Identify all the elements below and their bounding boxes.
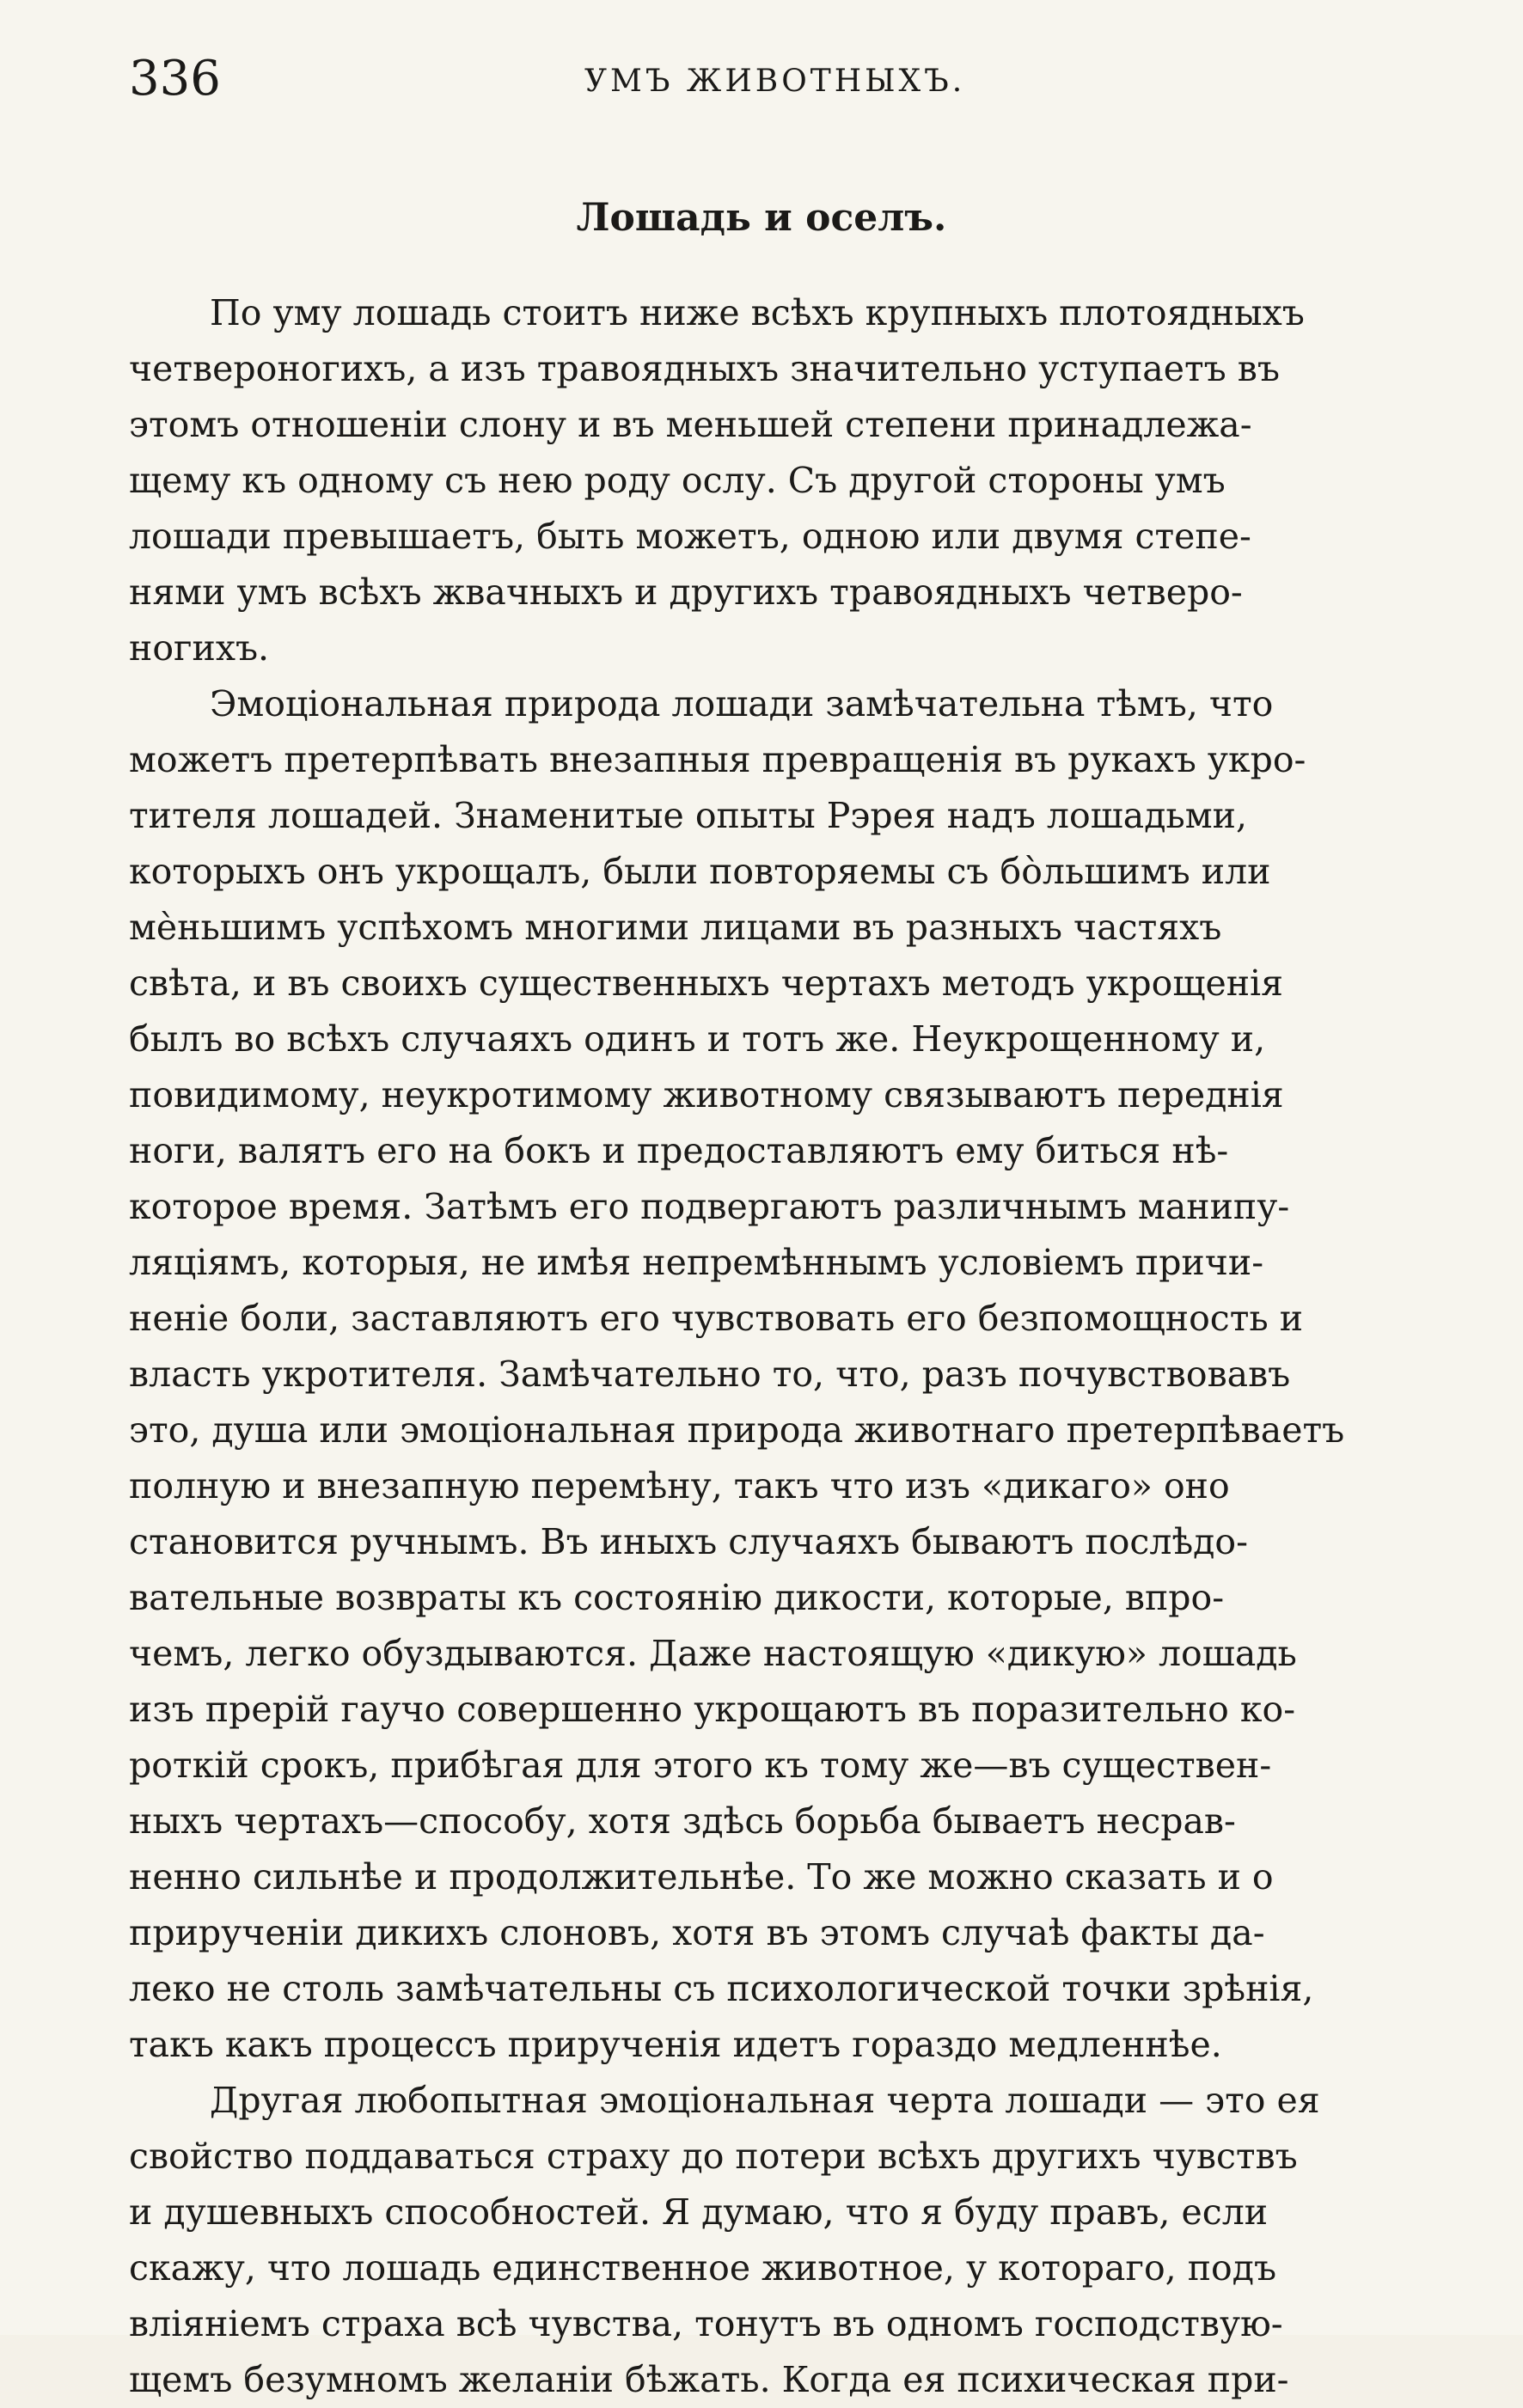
text-line: мѐньшимъ успѣхомъ многими лицами въ разныхъ частяхъ (129, 907, 1222, 948)
text-line: чемъ, легко обуздываются. Даже настоящую «дикую» лошадь (129, 1633, 1297, 1674)
text-line: неніе боли, заставляютъ его чувствовать его безпомощность и (129, 1298, 1304, 1339)
text-line: щему къ одному съ нею роду ослу. Съ другой стороны умъ (129, 460, 1226, 501)
body-text (129, 285, 1453, 2408)
page-number: 336 (129, 51, 221, 107)
text-line: вліяніемъ страха всѣ чувства, тонутъ въ одномъ господствую- (129, 2303, 1283, 2344)
paragraph-2 (129, 676, 1453, 2073)
text-line: власть укротителя. Замѣчательно то, что, разъ почувствовавъ (129, 1354, 1291, 1395)
page-header (129, 45, 1470, 113)
paragraph-3 (129, 2073, 1453, 2408)
section-title: Лошадь и оселъ. (576, 196, 947, 240)
text-line: По уму лошадь стоитъ ниже всѣхъ крупныхъ плотоядныхъ (210, 292, 1305, 333)
running-head: УМЪ ЖИВОТНЫХЪ. (584, 64, 966, 99)
text-line: лошади превышаетъ, быть можетъ, одною или двумя степе- (129, 516, 1251, 557)
text-line: леко не столь замѣчательны съ психологической точки зрѣнія, (129, 1968, 1314, 2009)
text-line: свойство поддаваться страху до потери всѣхъ другихъ чувствъ (129, 2136, 1298, 2177)
text-line: ныхъ чертахъ—способу, хотя здѣсь борьба бываетъ несрав- (129, 1800, 1236, 1842)
text-line: становится ручнымъ. Въ иныхъ случаяхъ бываютъ послѣдо- (129, 1521, 1248, 1562)
text-line: можетъ претерпѣвать внезапныя превращенія въ рукахъ укро- (129, 739, 1306, 780)
text-line: изъ прерій гаучо совершенно укрощаютъ въ поразительно ко- (129, 1689, 1296, 1730)
text-line: ногихъ. (129, 627, 270, 669)
text-line: полную и внезапную перемѣну, такъ что изъ «дикаго» оно (129, 1465, 1230, 1507)
text-line: щемъ безумномъ желаніи бѣжать. Когда ея психическая при- (129, 2359, 1289, 2400)
text-line: тителя лошадей. Знаменитые опыты Рэрея надъ лошадьми, (129, 795, 1248, 836)
text-line: такъ какъ процессъ прирученія идетъ гораздо медленнѣе. (129, 2024, 1222, 2065)
text-line: и душевныхъ способностей. Я думаю, что я буду правъ, если (129, 2191, 1269, 2233)
text-line: ляціямъ, которыя, не имѣя непремѣннымъ условіемъ причи- (129, 1242, 1264, 1283)
paragraph-1 (129, 285, 1453, 676)
text-line: ненно сильнѣе и продолжительнѣе. То же можно сказать и о (129, 1856, 1274, 1898)
text-line: это, душа или эмоціональная природа животнаго претерпѣваетъ (129, 1409, 1345, 1451)
text-line: былъ во всѣхъ случаяхъ одинъ и тотъ же. Неукрощенному и, (129, 1018, 1266, 1060)
text-line: нями умъ всѣхъ жвачныхъ и другихъ травоядныхъ четверо- (129, 571, 1243, 613)
text-line: этомъ отношеніи слону и въ меньшей степени принадлежа- (129, 404, 1252, 445)
text-line: которое время. Затѣмъ его подвергаютъ различнымъ манипу- (129, 1186, 1290, 1227)
text-line: вательные возвраты къ состоянію дикости, которые, впро- (129, 1577, 1225, 1618)
text-line: Эмоціональная природа лошади замѣчательна тѣмъ, что (210, 683, 1274, 724)
text-line: повидимому, неукротимому животному связываютъ переднія (129, 1074, 1284, 1115)
text-line: прирученіи дикихъ слоновъ, хотя въ этомъ случаѣ факты да- (129, 1912, 1265, 1953)
text-line: которыхъ онъ укрощалъ, были повторяемы съ бо̀льшимъ или (129, 851, 1271, 892)
text-line: скажу, что лошадь единственное животное, у котораго, подъ (129, 2247, 1277, 2289)
text-line: ноги, валятъ его на бокъ и предоставляютъ ему биться нѣ- (129, 1130, 1229, 1171)
text-line: четвероногихъ, а изъ травоядныхъ значительно уступаетъ въ (129, 348, 1280, 389)
text-line: свѣта, и въ своихъ существенныхъ чертахъ методъ укрощенія (129, 963, 1284, 1004)
text-line: роткій срокъ, прибѣгая для этого къ тому же—въ существен- (129, 1745, 1272, 1786)
text-line: Другая любопытная эмоціональная черта лошади — это ея (210, 2080, 1320, 2121)
